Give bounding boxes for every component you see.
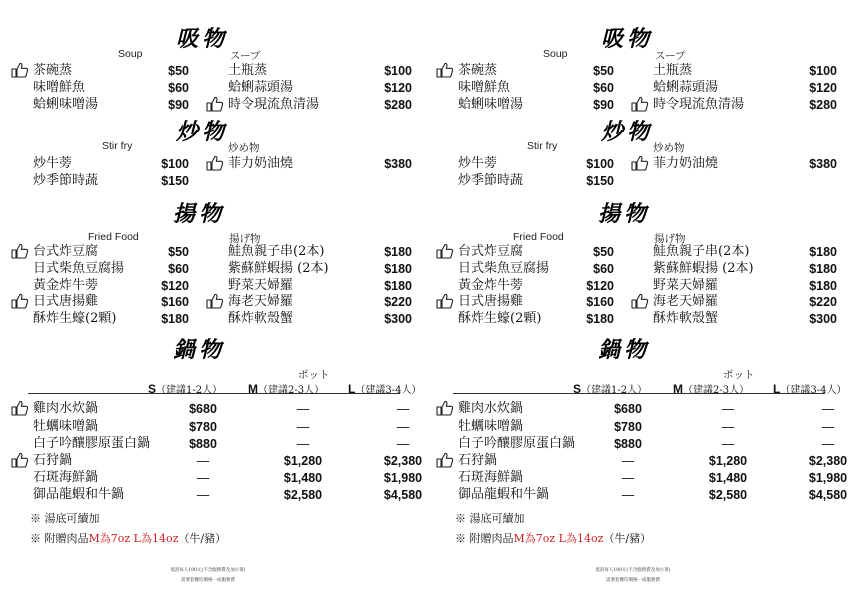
thumbs-up-icon xyxy=(631,155,649,171)
fried-item xyxy=(33,278,189,294)
size-letter: M xyxy=(673,382,683,396)
size-letter: M xyxy=(248,382,258,396)
price-m: $2,580 xyxy=(283,488,323,502)
fried-japanese-label: 揚げ物 xyxy=(654,233,686,245)
size-serves: （建議2-3人） xyxy=(258,385,325,396)
fried-item xyxy=(33,261,189,277)
dish-name: 石狩鍋 xyxy=(458,453,498,468)
dish-price: $300 xyxy=(384,312,412,326)
dish-price: $150 xyxy=(161,174,189,188)
size-header xyxy=(673,381,749,396)
hotpot-item xyxy=(33,487,423,503)
dish-name: 鮭魚親子串(2本) xyxy=(653,244,750,259)
dish-name: 酥炸軟殼蟹 xyxy=(653,311,719,326)
soup-english-label: Soup xyxy=(118,48,143,60)
fine-print-line: 需要套餐均價格一成服務費 xyxy=(181,578,235,583)
dish-price: $180 xyxy=(586,312,614,326)
fried-japanese-label: 揚げ物 xyxy=(229,233,261,245)
price-s: $880 xyxy=(189,437,217,451)
dish-name: 茶碗蒸 xyxy=(33,63,73,78)
dish-name: 菲力奶油燒 xyxy=(653,156,719,171)
dish-price: $50 xyxy=(168,245,189,259)
price-s: $780 xyxy=(189,420,217,434)
size-serves: （建議3-4人） xyxy=(780,385,847,396)
thumbs-up-icon xyxy=(11,243,29,259)
thumbs-up-icon xyxy=(436,62,454,78)
dish-price: $90 xyxy=(593,98,614,112)
dish-name: 日式柴魚豆腐揚 xyxy=(458,261,550,276)
dish-name: 牡蠣味噌鍋 xyxy=(33,419,99,434)
hotpot-item xyxy=(33,453,423,469)
soup-japanese-label: スープ xyxy=(230,50,261,62)
dish-name: 酥炸生蠔(2顆) xyxy=(33,311,117,326)
price-m: — xyxy=(296,437,310,451)
dish-price: $60 xyxy=(593,262,614,276)
dish-name: 野菜天婦羅 xyxy=(228,278,294,293)
dish-name: 酥炸生蠔(2顆) xyxy=(458,311,542,326)
size-header xyxy=(148,381,222,396)
dish-name: 紫蘇鮮蝦揚 (2本) xyxy=(653,261,754,276)
fried-item xyxy=(228,244,412,260)
dish-price: $120 xyxy=(384,81,412,95)
price-s: — xyxy=(196,471,210,485)
stirfry-title: 炒物 xyxy=(601,119,654,145)
size-header xyxy=(248,381,324,396)
dish-name: 蛤蜊蒜頭湯 xyxy=(228,80,294,95)
price-m: — xyxy=(721,437,735,451)
thumbs-up-icon xyxy=(631,96,649,112)
price-s: $780 xyxy=(614,420,642,434)
hotpot-item xyxy=(458,401,835,417)
note-meat xyxy=(455,530,651,546)
note-meat-suffix: （牛/豬） xyxy=(603,532,652,545)
dish-name: 紫蘇鮮蝦揚 (2本) xyxy=(228,261,329,276)
size-serves: （建議3-4人） xyxy=(355,385,422,396)
dish-price: $380 xyxy=(809,157,837,171)
dish-name: 黃金炸牛蒡 xyxy=(33,278,99,293)
dish-name: 土瓶蒸 xyxy=(653,63,693,78)
stirfry-item xyxy=(33,156,189,172)
dish-name: 土瓶蒸 xyxy=(228,63,268,78)
dish-name: 酥炸軟殼蟹 xyxy=(228,311,294,326)
note-meat-sizes: M為7oz L為14oz xyxy=(513,532,604,545)
stirfry-title: 炒物 xyxy=(176,119,229,145)
hotpot-item xyxy=(458,419,835,435)
fried-title: 揚物 xyxy=(173,201,226,227)
dish-price: $180 xyxy=(161,312,189,326)
hotpot-title: 鍋物 xyxy=(173,337,226,363)
dish-name: 御品龍蝦和牛鍋 xyxy=(458,487,550,502)
dish-price: $100 xyxy=(161,157,189,171)
dish-name: 蛤蜊味噌湯 xyxy=(33,97,99,112)
price-m: $2,580 xyxy=(708,488,748,502)
dish-name: 牡蠣味噌鍋 xyxy=(458,419,524,434)
soup-item xyxy=(458,80,614,96)
dish-price: $120 xyxy=(586,279,614,293)
dish-price: $180 xyxy=(384,262,412,276)
soup-item xyxy=(228,80,412,96)
dish-name: 御品龍蝦和牛鍋 xyxy=(33,487,125,502)
hotpot-item xyxy=(33,419,410,435)
hotpot-item xyxy=(33,401,410,417)
dish-name: 台式炸豆腐 xyxy=(33,244,99,259)
note-broth-refill: ※ 湯底可續加 xyxy=(455,512,525,525)
dish-name: 味噌鮮魚 xyxy=(458,80,511,95)
fried-item xyxy=(653,244,837,260)
dish-price: $100 xyxy=(586,157,614,171)
dish-name: 蛤蜊味噌湯 xyxy=(458,97,524,112)
thumbs-up-icon xyxy=(11,293,29,309)
fried-english-label: Fried Food xyxy=(88,231,139,243)
dish-name: 白子吟釀膠原蛋白鍋 xyxy=(458,436,576,451)
fried-item xyxy=(653,278,837,294)
size-serves: （建議1-2人） xyxy=(156,385,223,396)
thumbs-up-icon xyxy=(11,400,29,416)
dish-price: $100 xyxy=(809,64,837,78)
dish-price: $280 xyxy=(809,98,837,112)
price-l: — xyxy=(821,420,835,434)
hotpot-japanese-label: ポット xyxy=(723,369,755,381)
fried-item xyxy=(458,261,614,277)
soup-title: 吸物 xyxy=(176,26,229,52)
dish-price: $220 xyxy=(809,295,837,309)
soup-japanese-label: スープ xyxy=(655,50,686,62)
note-meat-prefix: ※ 附贈肉品 xyxy=(30,532,89,545)
thumbs-up-icon xyxy=(631,293,649,309)
dish-price: $300 xyxy=(809,312,837,326)
size-header xyxy=(573,381,647,396)
fried-item xyxy=(228,278,412,294)
thumbs-up-icon xyxy=(436,400,454,416)
note-meat-suffix: （牛/豬） xyxy=(178,532,227,545)
dish-name: 海老天婦羅 xyxy=(228,294,294,309)
dish-price: $50 xyxy=(593,245,614,259)
fried-item xyxy=(228,261,412,277)
dish-name: 時令現流魚清湯 xyxy=(653,97,745,112)
dish-price: $180 xyxy=(809,262,837,276)
dish-price: $180 xyxy=(384,279,412,293)
size-serves: （建議2-3人） xyxy=(683,385,750,396)
price-s: — xyxy=(621,471,635,485)
price-m: — xyxy=(296,420,310,434)
fried-item xyxy=(228,294,412,310)
dish-price: $180 xyxy=(384,245,412,259)
dish-name: 石斑海鮮鍋 xyxy=(33,470,99,485)
soup-item xyxy=(33,80,189,96)
dish-price: $60 xyxy=(168,262,189,276)
soup-item xyxy=(653,63,837,79)
dish-name: 菲力奶油燒 xyxy=(228,156,294,171)
thumbs-up-icon xyxy=(206,96,224,112)
thumbs-up-icon xyxy=(11,452,29,468)
size-letter: S xyxy=(573,382,582,396)
soup-item xyxy=(458,63,614,79)
dish-price: $120 xyxy=(809,81,837,95)
fried-item xyxy=(33,311,189,327)
soup-item xyxy=(228,97,412,113)
dish-price: $180 xyxy=(809,279,837,293)
price-s: — xyxy=(621,454,635,468)
dish-name: 雞肉水炊鍋 xyxy=(33,401,99,416)
thumbs-up-icon xyxy=(206,293,224,309)
size-header xyxy=(773,381,846,396)
dish-price: $160 xyxy=(161,295,189,309)
soup-title: 吸物 xyxy=(601,26,654,52)
price-s: $680 xyxy=(614,402,642,416)
dish-name: 野菜天婦羅 xyxy=(653,278,719,293)
size-letter: S xyxy=(148,382,157,396)
fried-item xyxy=(653,294,837,310)
dish-name: 茶碗蒸 xyxy=(458,63,498,78)
note-broth-refill: ※ 湯底可續加 xyxy=(30,512,100,525)
fried-item xyxy=(458,294,614,310)
fried-item xyxy=(458,244,614,260)
size-serves: （建議1-2人） xyxy=(581,385,648,396)
dish-name: 炒牛蒡 xyxy=(33,156,73,171)
hotpot-japanese-label: ポット xyxy=(298,369,330,381)
thumbs-up-icon xyxy=(436,293,454,309)
fine-print-line: 需要套餐均價格一成服務費 xyxy=(606,578,660,583)
dish-name: 日式唐揚雞 xyxy=(458,294,524,309)
price-l: $2,380 xyxy=(808,454,848,468)
fried-item xyxy=(33,244,189,260)
note-meat xyxy=(30,530,226,546)
price-l: — xyxy=(396,402,410,416)
stirfry-item xyxy=(653,156,837,172)
size-letter: L xyxy=(348,382,356,396)
price-m: $1,480 xyxy=(708,471,748,485)
hotpot-item xyxy=(33,436,410,452)
hotpot-item xyxy=(458,487,848,503)
thumbs-up-icon xyxy=(436,452,454,468)
price-l: — xyxy=(396,420,410,434)
dish-price: $380 xyxy=(384,157,412,171)
dish-name: 鮭魚親子串(2本) xyxy=(228,244,325,259)
price-l: $1,980 xyxy=(383,471,423,485)
price-m: — xyxy=(721,402,735,416)
price-s: $680 xyxy=(189,402,217,416)
thumbs-up-icon xyxy=(206,155,224,171)
hotpot-item xyxy=(458,453,848,469)
dish-name: 白子吟釀膠原蛋白鍋 xyxy=(33,436,151,451)
dish-price: $120 xyxy=(161,279,189,293)
dish-name: 炒牛蒡 xyxy=(458,156,498,171)
fried-item xyxy=(458,278,614,294)
dish-name: 石斑海鮮鍋 xyxy=(458,470,524,485)
soup-item xyxy=(33,63,189,79)
note-meat-sizes: M為7oz L為14oz xyxy=(88,532,179,545)
soup-item xyxy=(228,63,412,79)
fried-item xyxy=(653,311,837,327)
fried-english-label: Fried Food xyxy=(513,231,564,243)
dish-price: $50 xyxy=(593,64,614,78)
fine-print-line: 低消每人100元(不含服務費及加小菜) xyxy=(170,568,246,573)
dish-name: 蛤蜊蒜頭湯 xyxy=(653,80,719,95)
dish-name: 台式炸豆腐 xyxy=(458,244,524,259)
dish-name: 時令現流魚清湯 xyxy=(228,97,320,112)
price-m: $1,280 xyxy=(708,454,748,468)
dish-price: $60 xyxy=(168,81,189,95)
price-l: — xyxy=(396,437,410,451)
dish-name: 炒季節時蔬 xyxy=(33,173,99,188)
price-m: $1,280 xyxy=(283,454,323,468)
price-s: $880 xyxy=(614,437,642,451)
stirfry-english-label: Stir fry xyxy=(527,140,558,152)
dish-name: 雞肉水炊鍋 xyxy=(458,401,524,416)
price-s: — xyxy=(196,488,210,502)
stirfry-japanese-label: 炒め物 xyxy=(653,142,685,154)
dish-name: 日式柴魚豆腐揚 xyxy=(33,261,125,276)
price-l: $4,580 xyxy=(808,488,848,502)
dish-price: $50 xyxy=(168,64,189,78)
soup-english-label: Soup xyxy=(543,48,568,60)
hotpot-item xyxy=(33,470,423,486)
soup-item xyxy=(33,97,189,113)
hotpot-item xyxy=(458,436,835,452)
menu-page-left xyxy=(8,0,423,600)
stirfry-item xyxy=(458,156,614,172)
size-header xyxy=(348,381,421,396)
soup-item xyxy=(653,97,837,113)
size-letter: L xyxy=(773,382,781,396)
stirfry-item xyxy=(33,173,189,189)
price-l: — xyxy=(821,437,835,451)
thumbs-up-icon xyxy=(436,243,454,259)
price-m: — xyxy=(721,420,735,434)
price-m: $1,480 xyxy=(283,471,323,485)
dish-price: $90 xyxy=(168,98,189,112)
fried-item xyxy=(33,294,189,310)
fine-print-line: 低消每人100元(不含服務費及加小菜) xyxy=(595,568,671,573)
dish-name: 味噌鮮魚 xyxy=(33,80,86,95)
soup-item xyxy=(653,80,837,96)
price-l: — xyxy=(821,402,835,416)
dish-name: 日式唐揚雞 xyxy=(33,294,99,309)
stirfry-item xyxy=(458,173,614,189)
price-s: — xyxy=(196,454,210,468)
dish-price: $220 xyxy=(384,295,412,309)
fried-item xyxy=(458,311,614,327)
hotpot-title: 鍋物 xyxy=(598,337,651,363)
dish-price: $150 xyxy=(586,174,614,188)
soup-item xyxy=(458,97,614,113)
dish-name: 石狩鍋 xyxy=(33,453,73,468)
dish-price: $180 xyxy=(809,245,837,259)
fried-item xyxy=(228,311,412,327)
price-l: $1,980 xyxy=(808,471,848,485)
fried-title: 揚物 xyxy=(598,201,651,227)
menu-page-right xyxy=(433,0,848,600)
hotpot-item xyxy=(458,470,848,486)
price-s: — xyxy=(621,488,635,502)
price-m: — xyxy=(296,402,310,416)
dish-price: $280 xyxy=(384,98,412,112)
dish-name: 黃金炸牛蒡 xyxy=(458,278,524,293)
price-l: $4,580 xyxy=(383,488,423,502)
stirfry-item xyxy=(228,156,412,172)
dish-price: $160 xyxy=(586,295,614,309)
thumbs-up-icon xyxy=(11,62,29,78)
fried-item xyxy=(653,261,837,277)
dish-name: 海老天婦羅 xyxy=(653,294,719,309)
dish-price: $60 xyxy=(593,81,614,95)
dish-name: 炒季節時蔬 xyxy=(458,173,524,188)
stirfry-japanese-label: 炒め物 xyxy=(228,142,260,154)
dish-price: $100 xyxy=(384,64,412,78)
stirfry-english-label: Stir fry xyxy=(102,140,133,152)
price-l: $2,380 xyxy=(383,454,423,468)
note-meat-prefix: ※ 附贈肉品 xyxy=(455,532,514,545)
